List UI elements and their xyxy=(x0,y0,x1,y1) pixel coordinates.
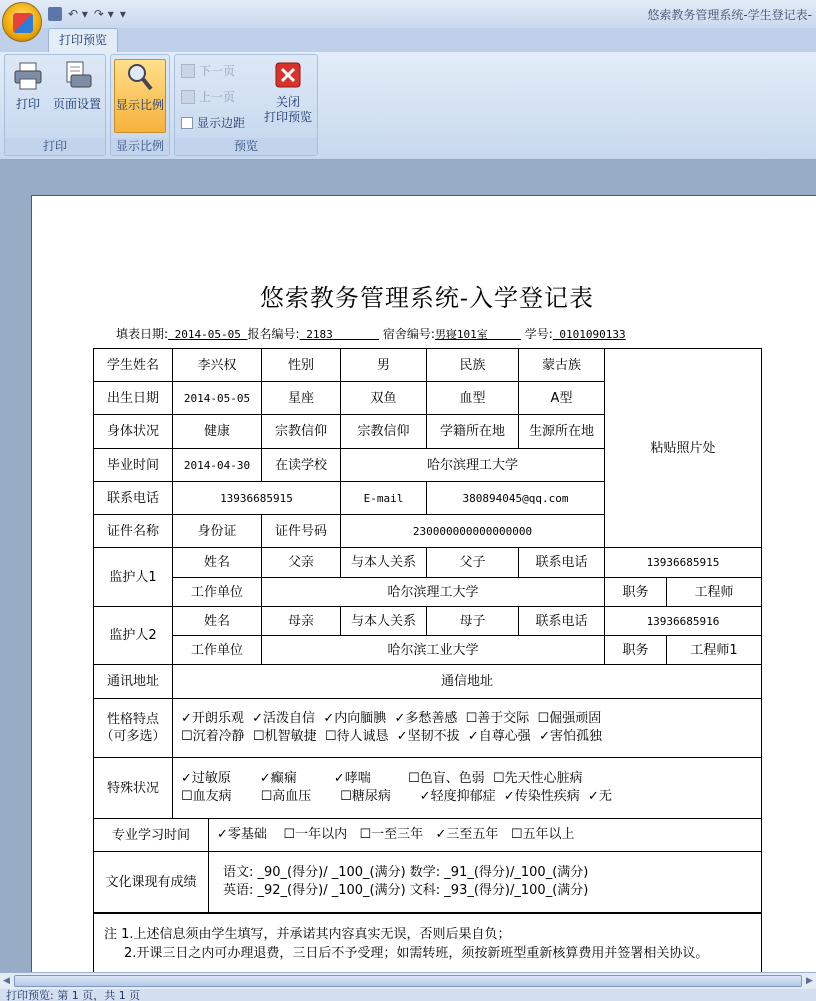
note-line-2: 2.开课三日之内可办理退费，三日后不予受理；如需转班，须按新班型重新核算费用并签署相关协议。 xyxy=(124,946,709,961)
quick-access-toolbar xyxy=(48,4,126,24)
next-page-label: 下一页 xyxy=(199,64,236,78)
special-line-1[interactable]: ✓过敏原 ✓癫痫 ✓哮喘 ☐色盲、色弱 ☐先天性心脏病 xyxy=(181,771,583,786)
ribbon-group-zoom xyxy=(110,54,170,156)
print-page xyxy=(31,195,816,985)
next-page-icon xyxy=(181,64,195,78)
cell-study-label: 专业学习时间 xyxy=(93,818,209,852)
cell-g2-job-label: 职务 xyxy=(604,635,667,665)
customize-qat-button[interactable]: ▾ xyxy=(119,7,126,21)
cell-grad-label: 毕业时间 xyxy=(93,448,173,482)
cell-g2-name-label: 姓名 xyxy=(172,606,262,636)
cell-special-label: 特殊状况 xyxy=(93,757,173,819)
dorm-value: 男寝101室 xyxy=(434,328,521,341)
page-setup-icon xyxy=(61,61,93,91)
cell-address: 通信地址 xyxy=(172,664,762,699)
redo-button[interactable]: ↷ ▾ xyxy=(93,7,114,21)
cell-phone-label: 联系电话 xyxy=(93,481,173,515)
checkbox-icon xyxy=(181,117,193,129)
show-margins-checkbox[interactable] xyxy=(181,113,245,133)
form-title: 悠索教务管理系统-入学登记表 xyxy=(259,284,595,312)
cell-g2-rel-label: 与本人关系 xyxy=(340,606,427,636)
grades-line-1: 语文: _90_(得分)/ _100_(满分) 数学: _91_(得分)/_100_(满分) xyxy=(223,865,589,880)
group-label-zoom: 显示比例 xyxy=(111,138,169,155)
cell-religion-label: 宗教信仰 xyxy=(261,414,341,449)
cell-school-label: 在读学校 xyxy=(261,448,341,482)
print-button[interactable] xyxy=(9,59,47,133)
fill-date-label: 填表日期: xyxy=(116,327,169,341)
scroll-right-icon[interactable]: ▶ xyxy=(806,976,813,986)
magnifier-icon xyxy=(124,62,156,92)
reg-no-value: 2183 xyxy=(299,328,380,341)
personality-line-1[interactable]: ✓开朗乐观 ✓活泼自信 ✓内向腼腆 ✓多愁善感 ☐善于交际 ☐倔强顽固 xyxy=(181,711,602,726)
cell-health: 健康 xyxy=(172,414,262,449)
page-setup-label: 页面设置 xyxy=(52,97,101,111)
title-bar xyxy=(0,0,816,28)
cell-g2-work-label: 工作单位 xyxy=(172,635,262,665)
cell-g1-work: 哈尔滨理工大学 xyxy=(261,577,605,607)
previous-page-button[interactable] xyxy=(181,87,235,107)
grades-values xyxy=(208,851,762,913)
cell-g1-rel: 父子 xyxy=(426,547,519,578)
cell-id-type: 身份证 xyxy=(172,514,262,548)
photo-placeholder: 粘贴照片处 xyxy=(604,348,762,548)
cell-blood: A型 xyxy=(518,381,605,415)
registration-table xyxy=(93,348,762,988)
preview-area xyxy=(0,160,816,972)
close-print-preview-button[interactable] xyxy=(261,59,315,133)
cell-g1-job: 工程师 xyxy=(666,577,762,607)
ribbon-group-preview xyxy=(174,54,318,156)
special-line-2[interactable]: ☐血友病 ☐高血压 ☐糖尿病 ✓轻度抑郁症 ✓传染性疾病 ✓无 xyxy=(181,789,612,804)
cell-g2-job: 工程师1 xyxy=(666,635,762,665)
cell-ethnicity-label: 民族 xyxy=(426,348,519,382)
office-logo-icon xyxy=(13,13,33,33)
scrollbar-thumb[interactable] xyxy=(14,975,802,987)
status-bar xyxy=(0,989,816,1001)
cell-school: 哈尔滨理工大学 xyxy=(340,448,605,482)
cell-phone: 13936685915 xyxy=(172,481,341,515)
cell-address-label: 通讯地址 xyxy=(93,664,173,699)
cell-g2-name: 母亲 xyxy=(261,606,341,636)
cell-g1-phone: 13936685915 xyxy=(604,547,762,578)
print-label: 打印 xyxy=(15,97,40,111)
study-options xyxy=(208,818,762,852)
cell-census-label: 学籍所在地 xyxy=(426,414,519,449)
cell-email-label: E-mail xyxy=(340,481,427,515)
previous-page-label: 上一页 xyxy=(199,90,236,104)
horizontal-scrollbar[interactable] xyxy=(0,972,816,989)
close-preview-label: 关闭 打印预览 xyxy=(263,95,312,124)
cell-gender: 男 xyxy=(340,348,427,382)
cell-name: 李兴权 xyxy=(172,348,262,382)
study-line[interactable]: ✓零基础 ☐一年以内 ☐一至三年 ✓三至五年 ☐五年以上 xyxy=(217,827,575,842)
cell-g2-phone: 13936685916 xyxy=(604,606,762,636)
cell-id-no: 230000000000000000 xyxy=(340,514,605,548)
special-options xyxy=(172,757,762,819)
cell-name-label: 学生姓名 xyxy=(93,348,173,382)
form-meta xyxy=(116,325,626,342)
show-margins-label: 显示边距 xyxy=(197,116,246,130)
cell-g1-job-label: 职务 xyxy=(604,577,667,607)
cell-id-type-label: 证件名称 xyxy=(93,514,173,548)
cell-g1-phone-label: 联系电话 xyxy=(518,547,605,578)
cell-origin-label: 生源所在地 xyxy=(518,414,605,449)
status-text: 打印预览: 第 1 页，共 1 页 xyxy=(6,989,141,1001)
close-icon xyxy=(272,61,304,91)
cell-grad: 2014-04-30 xyxy=(172,448,262,482)
group-label-print: 打印 xyxy=(5,138,105,155)
student-no-label: 学号: xyxy=(524,327,553,341)
tab-print-preview[interactable]: 打印预览 xyxy=(48,28,118,52)
zoom-label: 显示比例 xyxy=(115,98,164,112)
cell-religion: 宗教信仰 xyxy=(340,414,427,449)
fill-date-value: 2014-05-05 xyxy=(168,328,248,341)
personality-line-2[interactable]: ☐沉着冷静 ☐机智敏捷 ☐待人诚恳 ✓坚韧不拔 ✓自尊心强 ✓害怕孤独 xyxy=(181,729,602,744)
cell-g2-rel: 母子 xyxy=(426,606,519,636)
cell-zodiac-label: 星座 xyxy=(261,381,341,415)
note-line-1: 注 1.上述信息须由学生填写，并承诺其内容真实无误，否则后果自负； xyxy=(104,927,511,942)
scroll-left-icon[interactable]: ◀ xyxy=(3,976,10,986)
personality-options xyxy=(172,698,762,758)
ribbon-group-print xyxy=(4,54,106,156)
printer-icon xyxy=(12,61,44,91)
student-no-value: 0101090133 xyxy=(552,328,626,341)
cell-id-no-label: 证件号码 xyxy=(261,514,341,548)
cell-health-label: 身体状况 xyxy=(93,414,173,449)
cell-gender-label: 性别 xyxy=(261,348,341,382)
cell-guardian2-label: 监护人2 xyxy=(93,606,173,665)
cell-g1-name: 父亲 xyxy=(261,547,341,578)
ribbon-tab-bar xyxy=(0,28,816,52)
dorm-label: 宿舍编号: xyxy=(382,327,435,341)
cell-guardian1-label: 监护人1 xyxy=(93,547,173,607)
cell-g1-rel-label: 与本人关系 xyxy=(340,547,427,578)
grades-line-2: 英语: _92_(得分)/ _100_(满分) 文科: _93_(得分)/_100_(满分) xyxy=(223,883,589,898)
cell-g2-work: 哈尔滨工业大学 xyxy=(261,635,605,665)
cell-birth-label: 出生日期 xyxy=(93,381,173,415)
cell-g1-work-label: 工作单位 xyxy=(172,577,262,607)
cell-blood-label: 血型 xyxy=(426,381,519,415)
next-page-button[interactable] xyxy=(181,61,235,81)
group-label-preview: 预览 xyxy=(175,138,317,155)
cell-grades-label: 文化课现有成绩 xyxy=(93,851,209,913)
undo-button[interactable]: ↶ ▾ xyxy=(68,7,88,21)
window-title: 悠索教务管理系统-学生登记表- xyxy=(647,8,812,22)
cell-zodiac: 双鱼 xyxy=(340,381,427,415)
cell-birth: 2014-05-05 xyxy=(172,381,262,415)
cell-personality-label: 性格特点 （可多选） xyxy=(93,698,173,758)
previous-page-icon xyxy=(181,90,195,104)
cell-g1-name-label: 姓名 xyxy=(172,547,262,578)
cell-email: 380894045@qq.com xyxy=(426,481,605,515)
office-button[interactable] xyxy=(2,2,42,42)
save-icon[interactable] xyxy=(48,7,62,21)
zoom-button[interactable] xyxy=(114,59,166,133)
cell-g2-phone-label: 联系电话 xyxy=(518,606,605,636)
ribbon xyxy=(0,52,816,160)
page-setup-button[interactable] xyxy=(49,59,105,133)
reg-no-label: 报名编号: xyxy=(247,327,300,341)
cell-ethnicity: 蒙古族 xyxy=(518,348,605,382)
